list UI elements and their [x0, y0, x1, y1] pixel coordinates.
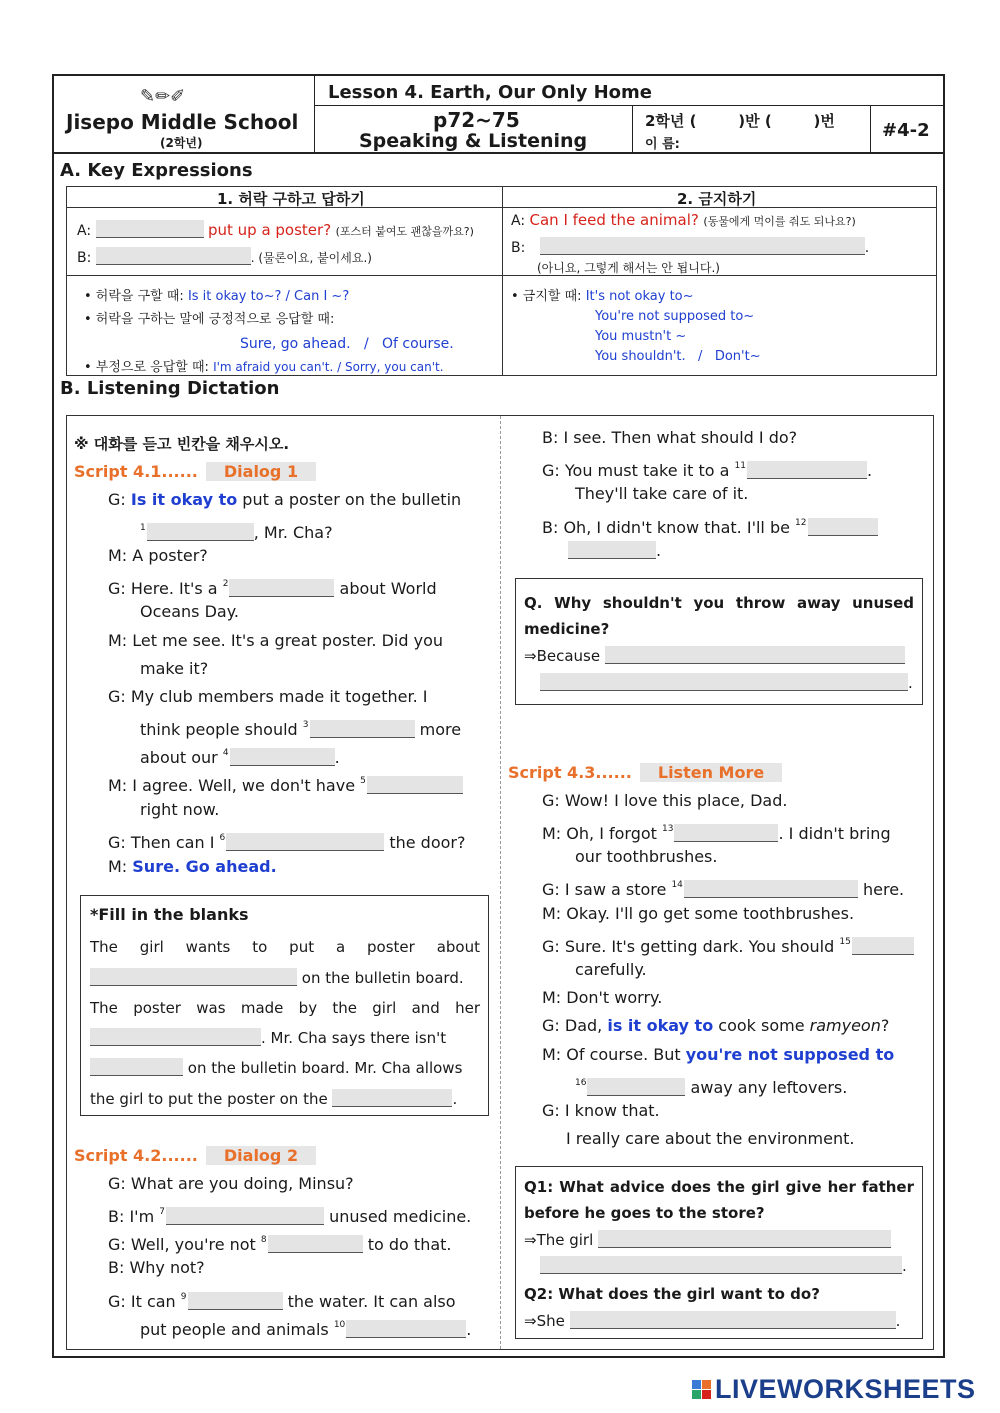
blank-number-6: 6: [219, 833, 226, 843]
pages-cell: [315, 105, 633, 152]
q-med-line2: medicine?: [524, 620, 610, 638]
lesson-title: Lesson 4. Earth, Our Only Home: [328, 82, 652, 103]
d1-l9: [140, 715, 461, 740]
d1-l9-pre: think people should: [140, 720, 298, 739]
d1-l2-post: , Mr. Cha?: [253, 523, 333, 542]
d3-l9-mid: cook some: [713, 1016, 810, 1035]
blank-5[interactable]: [367, 776, 463, 794]
d3-l9-post: ?: [880, 1016, 890, 1035]
d3-l11: [575, 1073, 847, 1098]
blank-14[interactable]: [684, 880, 858, 898]
d1-l11: [108, 771, 463, 796]
d2-l11: [568, 541, 661, 561]
d3-l9-blue: is it okay to: [607, 1016, 714, 1035]
blank-9[interactable]: [188, 1292, 283, 1310]
col2-b-blank[interactable]: [540, 237, 865, 255]
d1-l4: [108, 574, 437, 599]
col1-title: 1. 허락 구하고 답하기: [217, 190, 365, 208]
tip4: [511, 287, 694, 307]
d3-l12: G: I know that.: [542, 1101, 660, 1120]
blank-number-12: 12: [795, 518, 807, 528]
d2-l1: G: What are you doing, Minsu?: [108, 1174, 354, 1193]
d1-l1-post: put a poster on the bulletin: [237, 490, 462, 509]
student-info-cell: [633, 105, 871, 152]
d1-l9-post: more: [419, 720, 462, 739]
d1-l13-pre: G: Then can I: [108, 833, 215, 852]
col1-a-label: A:: [77, 223, 92, 239]
d3-l10-pre: M: Of course. But: [542, 1045, 686, 1064]
d3-l10-blue: you're not supposed to: [685, 1045, 895, 1064]
fill-blank-1[interactable]: [90, 968, 297, 986]
tip2-label: • 허락을 구하는 말에 긍정적으로 응답할 때:: [84, 312, 335, 327]
col1-b-label: B:: [77, 250, 92, 266]
fill-r1: The girl wants to put a poster about: [90, 938, 480, 956]
d3-l9-italic: ramyeon: [809, 1016, 881, 1035]
q1-prefix: ⇒The girl: [524, 1231, 594, 1249]
d3-l9: [542, 1016, 889, 1036]
tip3-text: I'm afraid you can't. / Sorry, you can't.: [213, 360, 444, 374]
d2-l6: [140, 1315, 471, 1340]
q-med-answer2: [540, 673, 913, 693]
col1-b-blank[interactable]: [96, 247, 251, 265]
instruction: ※ 대화를 듣고 빈칸을 채우시오.: [74, 435, 290, 453]
col2-a-text: Can I feed the animal?: [529, 211, 699, 229]
d2-l2-pre: B: I'm: [108, 1207, 155, 1226]
d1-l10: [140, 743, 340, 768]
d3-l4-post: here.: [863, 880, 905, 899]
blank-7[interactable]: [166, 1207, 324, 1225]
tip3-label: • 부정으로 응답할 때:: [84, 360, 209, 375]
liveworksheets-logo-text: LIVEWORKSHEETS: [715, 1373, 976, 1404]
q2-blank[interactable]: [570, 1311, 896, 1329]
blank-10[interactable]: [346, 1320, 466, 1338]
grade-note: (2학년): [160, 136, 203, 150]
col1-a-line: [77, 220, 474, 242]
d2-l10-pre: B: Oh, I didn't know that. I'll be: [542, 518, 790, 537]
d2-l8-post: .: [866, 461, 873, 480]
blank-number-7: 7: [159, 1207, 165, 1217]
d2-l6-post: .: [466, 1320, 472, 1339]
fill-r2: [90, 968, 464, 988]
blank-12[interactable]: [808, 518, 878, 536]
section-a-title: A. Key Expressions: [60, 160, 253, 181]
fill-r3: The poster was made by the girl and her: [90, 999, 480, 1017]
q-med-answer: [524, 646, 905, 666]
blank-1[interactable]: [147, 523, 254, 541]
tip4-line1: It's not okay to~: [585, 289, 694, 304]
d2-l6-pre: put people and animals: [140, 1320, 329, 1339]
blank-number-15: 15: [839, 937, 851, 947]
d2-l2: [108, 1202, 471, 1227]
blank-number-16: 16: [575, 1078, 587, 1088]
d3-l2: [542, 819, 891, 844]
d3-l4: [542, 875, 904, 900]
blank-number-8: 8: [260, 1235, 267, 1245]
d1-l4-pre: G: Here. It's a: [108, 579, 218, 598]
section-b-title: B. Listening Dictation: [60, 378, 280, 399]
d1-l14-blue: Sure. Go ahead.: [132, 857, 277, 876]
tip1-text: Is it okay to~? / Can I ~?: [187, 289, 350, 304]
blank-13[interactable]: [674, 824, 778, 842]
d2-l4: B: Why not?: [108, 1258, 205, 1277]
blank-16[interactable]: [587, 1078, 685, 1096]
q2-line: Q2: What does the girl want to do?: [524, 1285, 820, 1303]
q1-line2: before he goes to the store?: [524, 1204, 765, 1222]
d2-l5-pre: G: It can: [108, 1292, 176, 1311]
d1-l1-blue: Is it okay to: [130, 490, 238, 509]
name-label: 이 름:: [645, 137, 680, 152]
d2-l11-post: .: [656, 541, 662, 560]
d2-l5-post: the water. It can also: [287, 1292, 456, 1311]
d3-l7: carefully.: [575, 960, 647, 979]
d1-l11-pre: M: I agree. Well, we don't have: [108, 776, 356, 795]
d1-l14-pre: M:: [108, 857, 133, 876]
fill-r6-text: the girl to put the poster on the: [90, 1090, 328, 1108]
worksheet-number: #4-2: [882, 120, 930, 141]
blank-6[interactable]: [226, 833, 384, 851]
blank-12-cont[interactable]: [568, 541, 656, 559]
d3-l1: G: Wow! I love this place, Dad.: [542, 791, 788, 810]
d1-l7: make it?: [140, 659, 209, 678]
script1-tag: Dialog 1: [206, 462, 316, 481]
col2-a-kr: (동물에게 먹이를 줘도 되나요?): [703, 215, 856, 228]
blank-11[interactable]: [747, 461, 867, 479]
col1-b-line: [77, 247, 372, 268]
d1-l14: [108, 857, 277, 877]
d3-l9-pre: G: Dad,: [542, 1016, 608, 1035]
q-med-blank-2[interactable]: [540, 673, 908, 691]
blank-number-3: 3: [302, 720, 309, 730]
script2-header: [74, 1146, 316, 1166]
d3-l4-pre: G: I saw a store: [542, 880, 667, 899]
col2-b-line: B: .: [511, 237, 869, 258]
tip4-label: • 금지할 때:: [511, 289, 582, 304]
d1-l6: M: Let me see. It's a great poster. Did you: [108, 631, 444, 650]
script3-label: Script 4.3......: [508, 763, 632, 782]
q2-end: .: [895, 1312, 901, 1330]
q1-blank-2[interactable]: [540, 1256, 902, 1274]
school-name: Jisepo Middle School: [66, 110, 299, 134]
blank-2[interactable]: [229, 579, 334, 597]
d2-l10: [542, 513, 878, 538]
q-med-end: .: [908, 674, 913, 692]
tip2-text: Sure, go ahead. / Of course.: [240, 336, 454, 352]
tip3: [84, 357, 444, 378]
col2-b-label: B:: [511, 240, 526, 256]
col1-b-kr: . (물론이요, 붙이세요.): [250, 251, 372, 265]
tip1-label: • 허락을 구할 때:: [84, 289, 184, 304]
d3-l6-pre: G: Sure. It's getting dark. You should: [542, 937, 835, 956]
script1-label: Script 4.1......: [74, 462, 198, 481]
tip4-line4: You shouldn't. / Don't~: [595, 349, 761, 364]
q2-answer: [524, 1311, 900, 1331]
d3-l2-pre: M: Oh, I forgot: [542, 824, 657, 843]
d1-l13: [108, 828, 465, 853]
blank-4[interactable]: [230, 748, 335, 766]
pages-label: p72~75: [433, 108, 520, 132]
tip4-line3: You mustn't ~: [595, 329, 687, 344]
fill-r5: [90, 1058, 462, 1078]
col2-title: 2. 금지하기: [677, 190, 757, 208]
fill-r6: the girl to put the poster on the .: [90, 1090, 458, 1108]
col2-a-label: A:: [511, 213, 526, 229]
d1-l1: [108, 490, 461, 510]
script2-tag: Dialog 2: [206, 1146, 316, 1165]
blank-number-13: 13: [662, 824, 674, 834]
blank-15[interactable]: [852, 937, 914, 955]
d3-l5: M: Okay. I'll go get some toothbrushes.: [542, 904, 855, 923]
d1-l12: right now.: [140, 800, 220, 819]
blank-number-11: 11: [734, 461, 746, 471]
d1-l4-post: about World: [339, 579, 437, 598]
d1-l5: Oceans Day.: [140, 602, 239, 621]
q1-answer: [524, 1230, 891, 1250]
fill-r4: [90, 1028, 446, 1048]
q1-blank-1[interactable]: [598, 1230, 891, 1248]
q1-answer2: [540, 1256, 907, 1276]
blank-3[interactable]: [310, 720, 415, 738]
col2-a-line: [511, 210, 856, 232]
tip4-line2: You're not supposed to~: [595, 309, 755, 324]
d2-l5: [108, 1287, 456, 1312]
d1-l1-pre: G:: [108, 490, 131, 509]
fill-r2-text: on the bulletin board.: [301, 969, 464, 987]
d1-l13-post: the door?: [389, 833, 466, 852]
dictation-divider: [500, 416, 501, 1349]
d3-l8: M: Don't worry.: [542, 988, 663, 1007]
d2-l8: [542, 456, 872, 481]
fill-blank-4[interactable]: [332, 1089, 452, 1107]
tip1: [84, 287, 349, 307]
d2-l3: [108, 1230, 452, 1255]
d2-l2-post: unused medicine.: [329, 1207, 472, 1226]
col1-a-text: put up a poster?: [207, 221, 332, 239]
d3-l3: our toothbrushes.: [575, 847, 718, 866]
pencil-icons: ✎✏✐: [140, 86, 186, 107]
school-cell: [52, 74, 315, 152]
q1-line1: Q1: What advice does the girl give her father: [524, 1178, 914, 1196]
fill-blank-2[interactable]: [90, 1028, 261, 1046]
liveworksheets-logo-icon: [692, 1380, 711, 1399]
d3-l13: I really care about the environment.: [566, 1129, 855, 1148]
table-col-divider: [502, 187, 503, 375]
col1-a-kr: (포스터 붙여도 괜찮을까요?): [335, 225, 474, 238]
blank-8[interactable]: [268, 1235, 363, 1253]
script1-header: [74, 462, 316, 482]
section-label: Speaking & Listening: [359, 130, 588, 152]
d1-l10-post: .: [334, 748, 340, 767]
blank-number-9: 9: [180, 1292, 187, 1302]
d1-l2: [140, 518, 333, 543]
d2-l7: B: I see. Then what should I do?: [542, 428, 798, 447]
q1-end: .: [902, 1257, 907, 1275]
blank-number-14: 14: [671, 880, 683, 890]
blank-number-10: 10: [333, 1320, 346, 1330]
fill-r5-text: on the bulletin board. Mr. Cha allows: [187, 1059, 463, 1077]
table-head-divider: [67, 207, 936, 208]
d3-l10: [542, 1045, 894, 1065]
q-med-line1: Q. Why shouldn't you throw away unused: [524, 594, 914, 612]
fill-blank-3[interactable]: [90, 1058, 183, 1076]
q-med-prefix: ⇒Because: [524, 647, 601, 665]
d3-l2-post: . I didn't bring: [778, 824, 891, 843]
blank-number-5: 5: [360, 776, 366, 786]
d2-l8-pre: G: You must take it to a: [542, 461, 730, 480]
q2-prefix: ⇒She: [524, 1312, 565, 1330]
table-mid-divider: [67, 275, 936, 276]
d1-l3: M: A poster?: [108, 546, 208, 565]
d1-l10-pre: about our: [140, 748, 218, 767]
d2-l9: They'll take care of it.: [575, 484, 749, 503]
class-line[interactable]: 2학년 ( )반 ( )번: [645, 112, 835, 130]
fill-r4-text: . Mr. Cha says there isn't: [261, 1029, 447, 1047]
q-med-blank-1[interactable]: [605, 646, 905, 664]
blank-number-2: 2: [222, 579, 229, 589]
liveworksheets-logo: [692, 1374, 976, 1404]
fill-title: *Fill in the blanks: [90, 905, 249, 924]
col2-b-kr: (아니요, 그렇게 해서는 안 됩니다.): [537, 261, 720, 275]
d1-l8: G: My club members made it together. I: [108, 687, 428, 706]
script3-header: [508, 763, 782, 783]
d2-l3-post: to do that.: [367, 1235, 452, 1254]
header: [52, 74, 945, 154]
script3-tag: Listen More: [640, 763, 782, 782]
script2-label: Script 4.2......: [74, 1146, 198, 1165]
d2-l3-pre: G: Well, you're not: [108, 1235, 256, 1254]
d3-l6: [542, 932, 914, 957]
blank-number-4: 4: [222, 748, 229, 758]
blank-number-1: 1: [140, 523, 146, 533]
d3-l11-post: away any leftovers.: [690, 1078, 848, 1097]
col1-a-blank[interactable]: [96, 220, 204, 238]
